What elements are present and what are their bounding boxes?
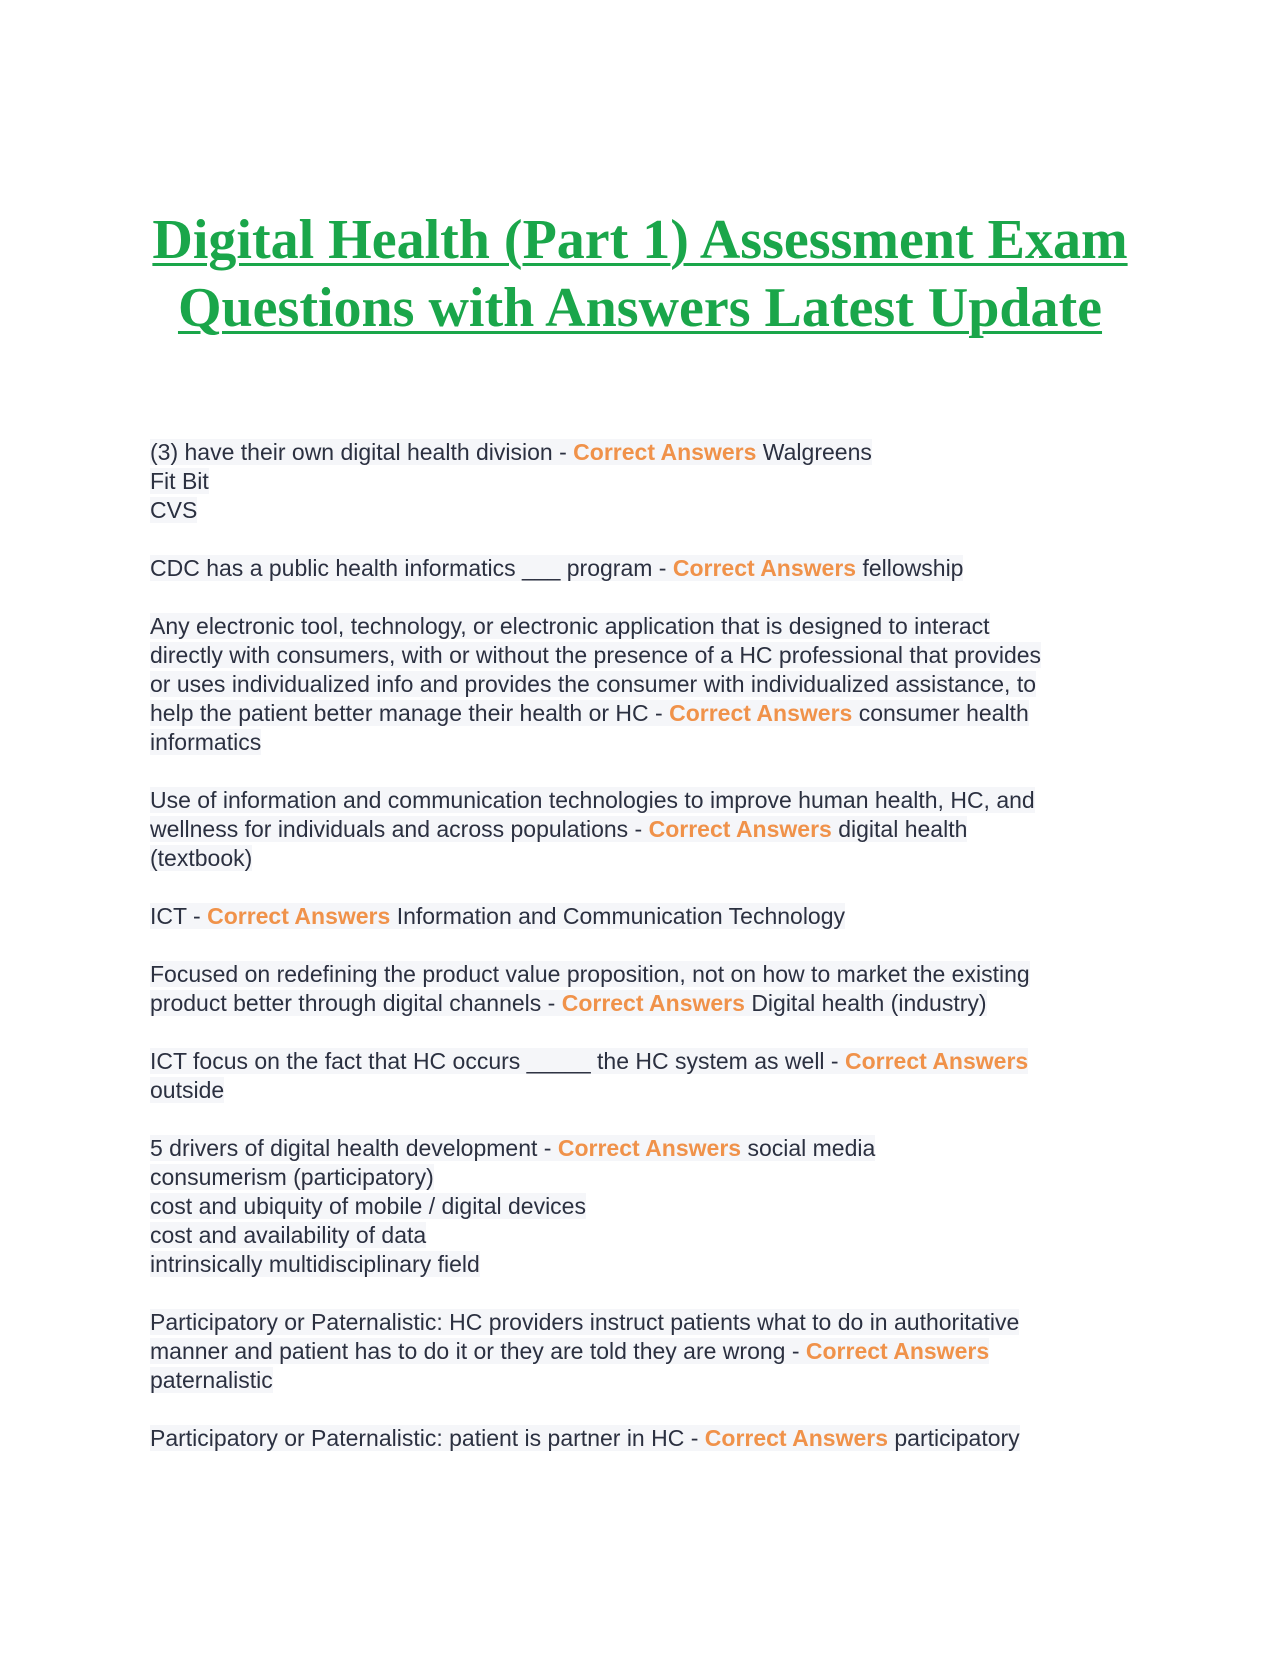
question-text: (3) have their own digital health division - — [150, 439, 574, 465]
qa-item — [150, 438, 1150, 525]
question-text: ICT - — [150, 903, 208, 929]
document-title: Digital Health (Part 1) Assessment Exam Questions with Answers Latest Update — [152, 209, 1128, 339]
answer-text: social media — [747, 1135, 876, 1161]
question-text: CDC has a public health informatics ___ program - — [150, 555, 673, 581]
answer-text: Digital health (industry) — [751, 990, 987, 1016]
answer-label: Correct Answers — [805, 1338, 990, 1364]
answer-label: Correct Answers — [557, 1135, 742, 1161]
question-text: help the patient better manage their health or HC - — [150, 700, 670, 726]
answer-label: Correct Answers — [672, 555, 857, 581]
answer-text: consumer health — [858, 700, 1029, 726]
answer-text: participatory — [894, 1425, 1020, 1451]
qa-item — [150, 1308, 1150, 1395]
qa-item — [150, 1047, 1150, 1105]
answer-label: Correct Answers — [561, 990, 745, 1016]
qa-item — [150, 1134, 1150, 1279]
qa-item — [150, 960, 1150, 1018]
question-text: Participatory or Paternalistic: patient is partner in HC - — [150, 1425, 705, 1451]
question-text: Use of information and communication technologies to improve human health, HC, and — [150, 787, 1035, 813]
qa-item — [150, 1424, 1150, 1453]
qa-list — [150, 438, 1150, 1482]
question-text: 5 drivers of digital health development - — [150, 1135, 558, 1161]
question-text: wellness for individuals and across populations - — [150, 816, 649, 842]
answer-text: cost and availability of data — [150, 1222, 427, 1248]
answer-text: Walgreens — [762, 439, 872, 465]
qa-item — [150, 612, 1150, 757]
answer-label: Correct Answers — [648, 816, 832, 842]
question-text: Any electronic tool, technology, or electronic application that is designed to interact — [150, 613, 990, 639]
question-text: manner and patient has to do it or they are told they are wrong - — [150, 1338, 806, 1364]
answer-label: Correct Answers — [704, 1425, 888, 1451]
answer-text: intrinsically multidisciplinary field — [150, 1251, 480, 1277]
answer-text: paternalistic — [150, 1367, 273, 1393]
answer-text: fellowship — [862, 555, 964, 581]
question-text: Participatory or Paternalistic: HC providers instruct patients what to do in authoritative — [150, 1309, 1020, 1335]
question-text: Focused on redefining the product value proposition, not on how to market the existing — [150, 961, 1030, 987]
answer-text: informatics — [150, 729, 262, 755]
answer-text: consumerism (participatory) — [150, 1164, 434, 1190]
question-text: or uses individualized info and provides the consumer with individualized assistance, to — [150, 671, 1036, 697]
answer-text: Information and Communication Technology — [396, 903, 846, 929]
answer-label: Correct Answers — [573, 439, 757, 465]
answer-text: outside — [150, 1077, 225, 1103]
answer-text: Fit Bit — [150, 468, 209, 494]
qa-item — [150, 786, 1150, 873]
question-text: directly with consumers, with or without the presence of a HC professional that provides — [150, 642, 1042, 668]
answer-label: Correct Answers — [207, 903, 391, 929]
question-text: product better through digital channels - — [150, 990, 562, 1016]
answer-text: CVS — [150, 497, 198, 523]
answer-text: (textbook) — [150, 845, 253, 871]
question-text: ICT focus on the fact that HC occurs _____ the HC system as well - — [150, 1048, 845, 1074]
answer-text: digital health — [838, 816, 968, 842]
answer-label: Correct Answers — [669, 700, 853, 726]
answer-label: Correct Answers — [844, 1048, 1029, 1074]
qa-item — [150, 554, 1150, 583]
answer-text: cost and ubiquity of mobile / digital devices — [150, 1193, 586, 1219]
qa-item — [150, 902, 1150, 931]
